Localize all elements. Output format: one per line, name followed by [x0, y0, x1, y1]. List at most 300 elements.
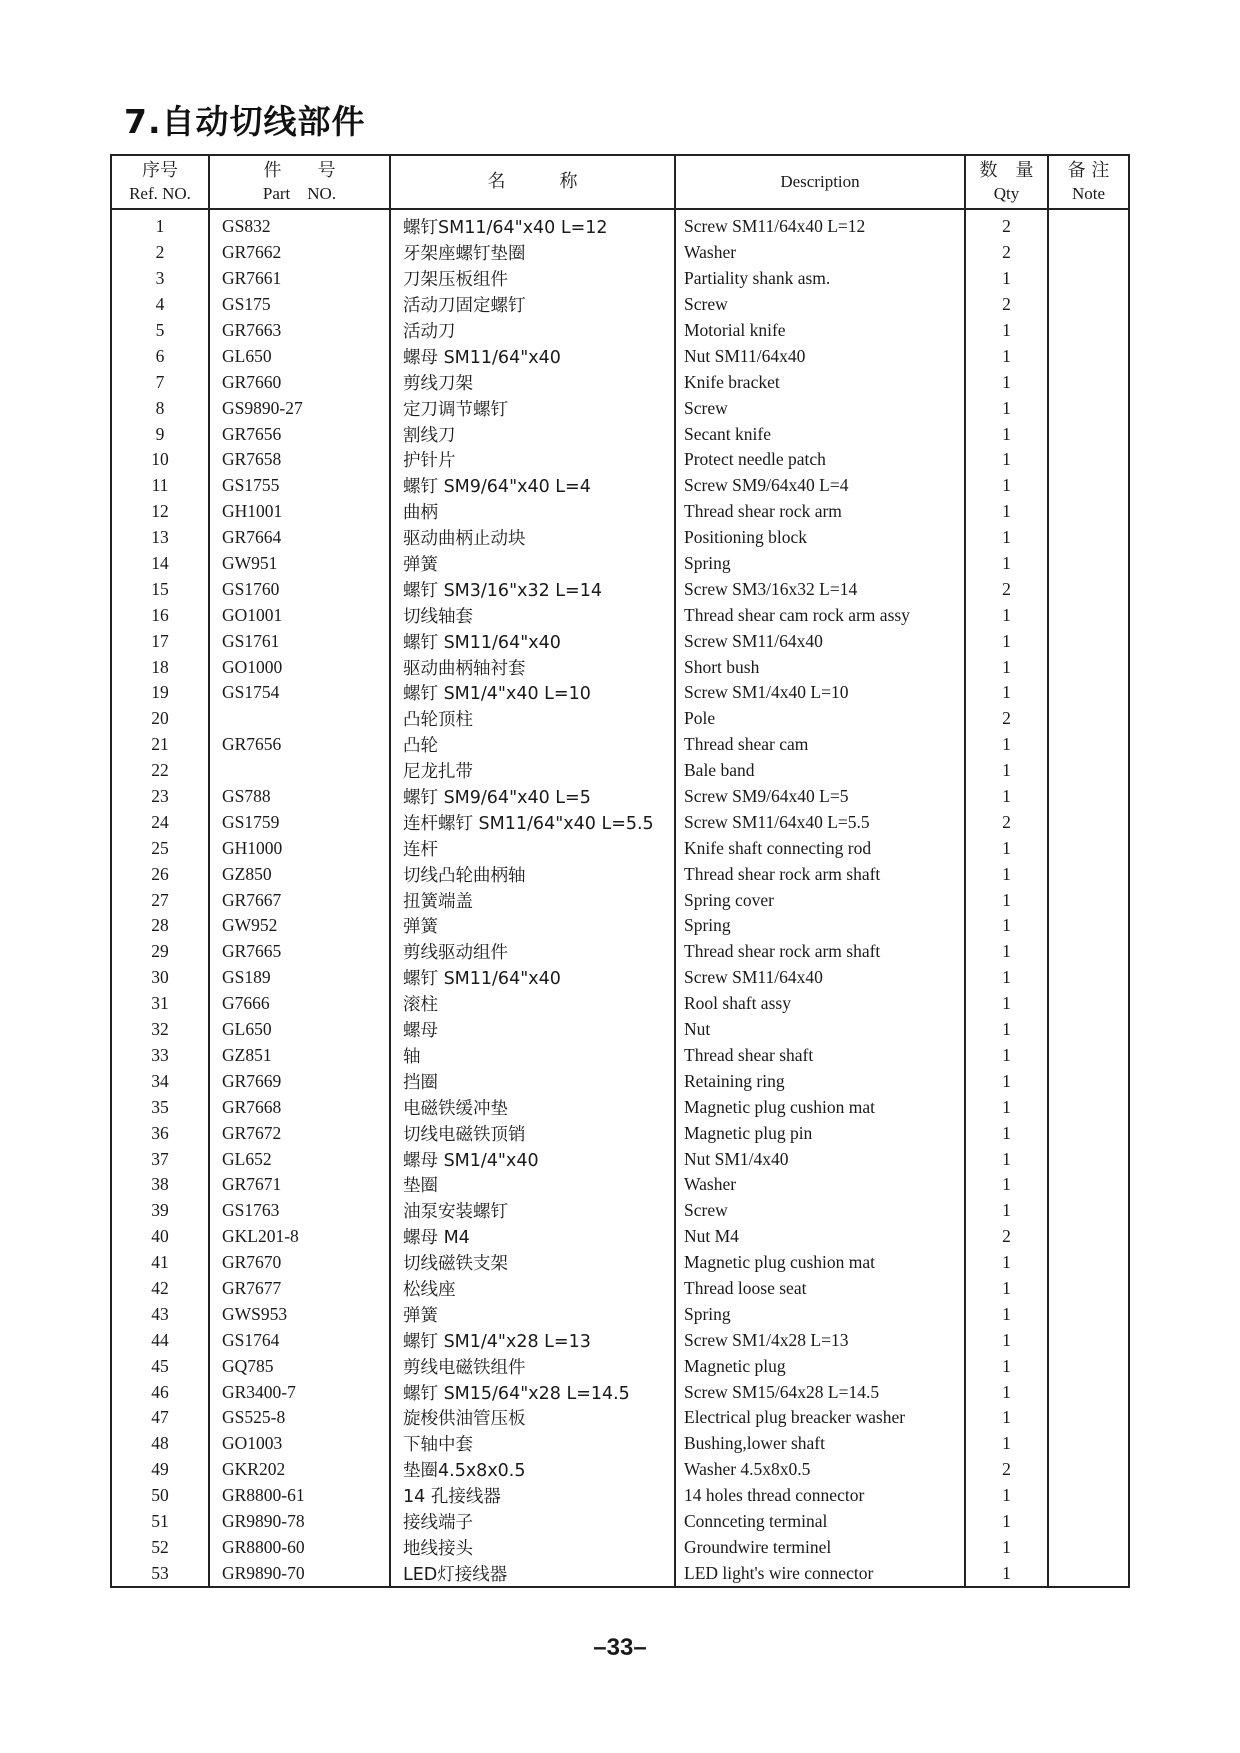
qty-cell: 1 — [965, 1560, 1048, 1587]
part-number-cell: GR7672 — [209, 1120, 390, 1146]
description-cell: Retaining ring — [675, 1068, 965, 1094]
table-row — [111, 887, 1129, 913]
part-number-cell: GKL201-8 — [209, 1224, 390, 1250]
part-number-cell: GS525-8 — [209, 1405, 390, 1431]
qty-cell: 1 — [965, 395, 1048, 421]
description-cell: Spring — [675, 551, 965, 577]
description-cell: Screw SM11/64x40 — [675, 965, 965, 991]
table-row — [111, 421, 1129, 447]
qty-cell: 1 — [965, 1405, 1048, 1431]
name-cell: 14 孔接线器 — [390, 1483, 675, 1509]
note-cell — [1048, 1120, 1129, 1146]
name-cell: 扭簧端盖 — [390, 887, 675, 913]
table-header-row — [111, 155, 1129, 209]
part-number-cell: GL650 — [209, 1017, 390, 1043]
description-cell: Spring — [675, 1301, 965, 1327]
note-cell — [1048, 965, 1129, 991]
description-cell: Screw — [675, 395, 965, 421]
qty-cell: 1 — [965, 991, 1048, 1017]
note-cell — [1048, 1250, 1129, 1276]
note-cell — [1048, 447, 1129, 473]
table-row — [111, 1224, 1129, 1250]
table-row — [111, 939, 1129, 965]
part-number-cell: GR7663 — [209, 318, 390, 344]
name-cell: 弹簧 — [390, 913, 675, 939]
qty-cell: 2 — [965, 209, 1048, 240]
ref-cell: 16 — [111, 602, 209, 628]
part-number-cell: GZ851 — [209, 1043, 390, 1069]
note-cell — [1048, 1483, 1129, 1509]
description-cell: Thread shear shaft — [675, 1043, 965, 1069]
description-cell: Nut SM11/64x40 — [675, 343, 965, 369]
part-number-cell: GS189 — [209, 965, 390, 991]
name-cell: 连杆螺钉 SM11/64"x40 L=5.5 — [390, 809, 675, 835]
note-cell — [1048, 551, 1129, 577]
ref-cell: 27 — [111, 887, 209, 913]
name-cell: 螺钉 SM3/16"x32 L=14 — [390, 576, 675, 602]
name-cell: 切线轴套 — [390, 602, 675, 628]
note-cell — [1048, 628, 1129, 654]
qty-cell: 1 — [965, 369, 1048, 395]
part-number-cell: GWS953 — [209, 1301, 390, 1327]
description-cell: 14 holes thread connector — [675, 1483, 965, 1509]
part-number-cell: GR8800-61 — [209, 1483, 390, 1509]
part-number-cell — [209, 706, 390, 732]
part-number-cell: GKR202 — [209, 1457, 390, 1483]
table-row — [111, 1250, 1129, 1276]
table-row — [111, 680, 1129, 706]
qty-cell: 1 — [965, 551, 1048, 577]
note-cell — [1048, 1172, 1129, 1198]
name-cell: 电磁铁缓冲垫 — [390, 1094, 675, 1120]
ref-cell: 23 — [111, 784, 209, 810]
name-cell: 割线刀 — [390, 421, 675, 447]
note-cell — [1048, 1353, 1129, 1379]
description-cell: Electrical plug breacker washer — [675, 1405, 965, 1431]
part-number-cell: GR7661 — [209, 266, 390, 292]
table-row — [111, 1560, 1129, 1587]
part-number-cell: GS1754 — [209, 680, 390, 706]
ref-cell: 46 — [111, 1379, 209, 1405]
qty-cell: 1 — [965, 1043, 1048, 1069]
header-part-no — [209, 155, 390, 209]
name-cell: 凸轮 — [390, 732, 675, 758]
table-row — [111, 576, 1129, 602]
description-cell: Screw — [675, 292, 965, 318]
table-row — [111, 499, 1129, 525]
ref-cell: 2 — [111, 240, 209, 266]
header-description-en: Description — [780, 172, 860, 192]
table-row — [111, 1017, 1129, 1043]
qty-cell: 1 — [965, 861, 1048, 887]
table-row — [111, 1353, 1129, 1379]
description-cell: Positioning block — [675, 525, 965, 551]
ref-cell: 31 — [111, 991, 209, 1017]
qty-cell: 1 — [965, 1431, 1048, 1457]
name-cell: 剪线电磁铁组件 — [390, 1353, 675, 1379]
note-cell — [1048, 1224, 1129, 1250]
description-cell: Knife bracket — [675, 369, 965, 395]
ref-cell: 15 — [111, 576, 209, 602]
part-number-cell: GS1764 — [209, 1327, 390, 1353]
table-row — [111, 395, 1129, 421]
name-cell: 剪线刀架 — [390, 369, 675, 395]
ref-cell: 43 — [111, 1301, 209, 1327]
qty-cell: 1 — [965, 965, 1048, 991]
part-number-cell: GS1755 — [209, 473, 390, 499]
ref-cell: 40 — [111, 1224, 209, 1250]
part-number-cell: GR7668 — [209, 1094, 390, 1120]
header-qty-en: Qty — [993, 183, 1020, 203]
note-cell — [1048, 1068, 1129, 1094]
part-number-cell — [209, 758, 390, 784]
qty-cell: 1 — [965, 525, 1048, 551]
description-cell: Screw SM11/64x40 — [675, 628, 965, 654]
description-cell: Short bush — [675, 654, 965, 680]
table-row — [111, 1043, 1129, 1069]
ref-cell: 11 — [111, 473, 209, 499]
part-number-cell: GQ785 — [209, 1353, 390, 1379]
name-cell: 垫圈 — [390, 1172, 675, 1198]
parts-table-body — [111, 209, 1129, 1587]
note-cell — [1048, 1327, 1129, 1353]
note-cell — [1048, 343, 1129, 369]
part-number-cell: GS832 — [209, 209, 390, 240]
part-number-cell: GR7670 — [209, 1250, 390, 1276]
ref-cell: 41 — [111, 1250, 209, 1276]
note-cell — [1048, 1301, 1129, 1327]
name-cell: 滚柱 — [390, 991, 675, 1017]
part-number-cell: GR7662 — [209, 240, 390, 266]
table-row — [111, 784, 1129, 810]
table-row — [111, 628, 1129, 654]
part-number-cell: GR9890-70 — [209, 1560, 390, 1587]
part-number-cell: GS788 — [209, 784, 390, 810]
part-number-cell: GR7656 — [209, 732, 390, 758]
part-number-cell: GS1759 — [209, 809, 390, 835]
qty-cell: 1 — [965, 1198, 1048, 1224]
qty-cell: 2 — [965, 706, 1048, 732]
header-ref-en: Ref. NO. — [129, 183, 191, 203]
part-number-cell: GW951 — [209, 551, 390, 577]
table-row — [111, 1379, 1129, 1405]
qty-cell: 1 — [965, 1068, 1048, 1094]
part-number-cell: GH1001 — [209, 499, 390, 525]
ref-cell: 9 — [111, 421, 209, 447]
note-cell — [1048, 266, 1129, 292]
name-cell: 切线凸轮曲柄轴 — [390, 861, 675, 887]
note-cell — [1048, 602, 1129, 628]
page-number: –33– — [593, 1634, 647, 1661]
part-number-cell: GH1000 — [209, 835, 390, 861]
name-cell: 松线座 — [390, 1276, 675, 1302]
description-cell: Magnetic plug cushion mat — [675, 1094, 965, 1120]
qty-cell: 1 — [965, 887, 1048, 913]
note-cell — [1048, 473, 1129, 499]
qty-cell: 1 — [965, 1353, 1048, 1379]
description-cell: Nut SM1/4x40 — [675, 1146, 965, 1172]
description-cell: Thread shear rock arm shaft — [675, 861, 965, 887]
section-title: 7.自动切线部件 — [124, 102, 366, 141]
qty-cell: 1 — [965, 266, 1048, 292]
description-cell: Spring cover — [675, 887, 965, 913]
note-cell — [1048, 1379, 1129, 1405]
description-cell: Screw SM11/64x40 L=12 — [675, 209, 965, 240]
ref-cell: 21 — [111, 732, 209, 758]
name-cell: 地线接头 — [390, 1534, 675, 1560]
description-cell: Screw SM3/16x32 L=14 — [675, 576, 965, 602]
note-cell — [1048, 758, 1129, 784]
name-cell: 下轴中套 — [390, 1431, 675, 1457]
name-cell: 螺母 SM11/64"x40 — [390, 343, 675, 369]
name-cell: 螺母 SM1/4"x40 — [390, 1146, 675, 1172]
name-cell: 螺钉 SM1/4"x28 L=13 — [390, 1327, 675, 1353]
ref-cell: 8 — [111, 395, 209, 421]
ref-cell: 18 — [111, 654, 209, 680]
note-cell — [1048, 1534, 1129, 1560]
ref-cell: 3 — [111, 266, 209, 292]
part-number-cell: GS1760 — [209, 576, 390, 602]
description-cell: Thread shear rock arm shaft — [675, 939, 965, 965]
ref-cell: 28 — [111, 913, 209, 939]
description-cell: Nut M4 — [675, 1224, 965, 1250]
header-description — [675, 155, 965, 209]
table-row — [111, 758, 1129, 784]
ref-cell: 33 — [111, 1043, 209, 1069]
header-note — [1048, 155, 1129, 209]
ref-cell: 34 — [111, 1068, 209, 1094]
ref-cell: 17 — [111, 628, 209, 654]
ref-cell: 7 — [111, 369, 209, 395]
description-cell: Motorial knife — [675, 318, 965, 344]
name-cell: 油泵安装螺钉 — [390, 1198, 675, 1224]
header-part-en: Part NO. — [262, 183, 337, 203]
qty-cell: 1 — [965, 1509, 1048, 1535]
name-cell: 螺钉 SM1/4"x40 L=10 — [390, 680, 675, 706]
note-cell — [1048, 369, 1129, 395]
name-cell: 凸轮顶柱 — [390, 706, 675, 732]
table-row — [111, 835, 1129, 861]
name-cell: 螺钉 SM9/64"x40 L=4 — [390, 473, 675, 499]
note-cell — [1048, 1405, 1129, 1431]
ref-cell: 52 — [111, 1534, 209, 1560]
ref-cell: 38 — [111, 1172, 209, 1198]
name-cell: 驱动曲柄止动块 — [390, 525, 675, 551]
name-cell: 刀架压板组件 — [390, 266, 675, 292]
part-number-cell: GR7660 — [209, 369, 390, 395]
note-cell — [1048, 939, 1129, 965]
header-name — [390, 155, 675, 209]
name-cell: 弹簧 — [390, 1301, 675, 1327]
table-row — [111, 447, 1129, 473]
qty-cell: 1 — [965, 1017, 1048, 1043]
qty-cell: 1 — [965, 447, 1048, 473]
qty-cell: 1 — [965, 1327, 1048, 1353]
table-row — [111, 965, 1129, 991]
note-cell — [1048, 1043, 1129, 1069]
description-cell: Groundwire terminel — [675, 1534, 965, 1560]
description-cell: Bushing,lower shaft — [675, 1431, 965, 1457]
note-cell — [1048, 991, 1129, 1017]
description-cell: Nut — [675, 1017, 965, 1043]
note-cell — [1048, 887, 1129, 913]
header-note-en: Note — [1071, 183, 1106, 203]
table-row — [111, 551, 1129, 577]
name-cell: 螺钉 SM11/64"x40 — [390, 628, 675, 654]
header-name-zh: 名 称 — [487, 170, 578, 192]
table-row — [111, 913, 1129, 939]
note-cell — [1048, 861, 1129, 887]
name-cell: 螺钉 SM9/64"x40 L=5 — [390, 784, 675, 810]
ref-cell: 36 — [111, 1120, 209, 1146]
name-cell: 轴 — [390, 1043, 675, 1069]
part-number-cell: GO1003 — [209, 1431, 390, 1457]
part-number-cell: GW952 — [209, 913, 390, 939]
ref-cell: 30 — [111, 965, 209, 991]
description-cell: Connceting terminal — [675, 1509, 965, 1535]
header-note-zh: 备 注 — [1067, 160, 1110, 182]
table-row — [111, 1327, 1129, 1353]
qty-cell: 1 — [965, 318, 1048, 344]
ref-cell: 13 — [111, 525, 209, 551]
description-cell: Bale band — [675, 758, 965, 784]
ref-cell: 50 — [111, 1483, 209, 1509]
note-cell — [1048, 209, 1129, 240]
part-number-cell: GR7665 — [209, 939, 390, 965]
note-cell — [1048, 292, 1129, 318]
qty-cell: 1 — [965, 835, 1048, 861]
note-cell — [1048, 1457, 1129, 1483]
name-cell: 曲柄 — [390, 499, 675, 525]
description-cell: Spring — [675, 913, 965, 939]
table-row — [111, 266, 1129, 292]
description-cell: Thread shear cam — [675, 732, 965, 758]
qty-cell: 1 — [965, 1301, 1048, 1327]
description-cell: Washer — [675, 240, 965, 266]
name-cell: 活动刀 — [390, 318, 675, 344]
description-cell: Knife shaft connecting rod — [675, 835, 965, 861]
ref-cell: 45 — [111, 1353, 209, 1379]
header-qty-zh: 数 量 — [979, 160, 1034, 182]
part-number-cell: GZ850 — [209, 861, 390, 887]
note-cell — [1048, 499, 1129, 525]
ref-cell: 4 — [111, 292, 209, 318]
ref-cell: 1 — [111, 209, 209, 240]
table-row — [111, 1094, 1129, 1120]
table-row — [111, 706, 1129, 732]
note-cell — [1048, 318, 1129, 344]
table-row — [111, 991, 1129, 1017]
name-cell: 弹簧 — [390, 551, 675, 577]
table-row — [111, 1483, 1129, 1509]
note-cell — [1048, 1146, 1129, 1172]
description-cell: Screw SM9/64x40 L=4 — [675, 473, 965, 499]
part-number-cell: GR7664 — [209, 525, 390, 551]
table-row — [111, 1120, 1129, 1146]
qty-cell: 1 — [965, 1250, 1048, 1276]
description-cell: Screw SM11/64x40 L=5.5 — [675, 809, 965, 835]
name-cell: 切线磁铁支架 — [390, 1250, 675, 1276]
part-number-cell: GS9890-27 — [209, 395, 390, 421]
table-row — [111, 292, 1129, 318]
header-part-zh: 件 号 — [263, 160, 336, 182]
description-cell: Screw SM1/4x28 L=13 — [675, 1327, 965, 1353]
note-cell — [1048, 680, 1129, 706]
name-cell: 垫圈4.5x8x0.5 — [390, 1457, 675, 1483]
part-number-cell: GO1001 — [209, 602, 390, 628]
table-row — [111, 1509, 1129, 1535]
description-cell: LED light's wire connector — [675, 1560, 965, 1587]
name-cell: 挡圈 — [390, 1068, 675, 1094]
qty-cell: 1 — [965, 758, 1048, 784]
qty-cell: 1 — [965, 499, 1048, 525]
ref-cell: 51 — [111, 1509, 209, 1535]
part-number-cell: GR7677 — [209, 1276, 390, 1302]
part-number-cell: G7666 — [209, 991, 390, 1017]
table-row — [111, 1172, 1129, 1198]
qty-cell: 1 — [965, 732, 1048, 758]
name-cell: 剪线驱动组件 — [390, 939, 675, 965]
qty-cell: 1 — [965, 1120, 1048, 1146]
note-cell — [1048, 706, 1129, 732]
qty-cell: 1 — [965, 1379, 1048, 1405]
description-cell: Thread loose seat — [675, 1276, 965, 1302]
ref-cell: 19 — [111, 680, 209, 706]
ref-cell: 29 — [111, 939, 209, 965]
table-row — [111, 1068, 1129, 1094]
part-number-cell: GR7669 — [209, 1068, 390, 1094]
qty-cell: 1 — [965, 1534, 1048, 1560]
qty-cell: 2 — [965, 1224, 1048, 1250]
table-row — [111, 1146, 1129, 1172]
part-number-cell: GS1761 — [209, 628, 390, 654]
description-cell: Thread shear rock arm — [675, 499, 965, 525]
name-cell: 切线电磁铁顶销 — [390, 1120, 675, 1146]
note-cell — [1048, 784, 1129, 810]
ref-cell: 14 — [111, 551, 209, 577]
description-cell: Screw SM9/64x40 L=5 — [675, 784, 965, 810]
table-row — [111, 1301, 1129, 1327]
ref-cell: 32 — [111, 1017, 209, 1043]
qty-cell: 2 — [965, 240, 1048, 266]
qty-cell: 1 — [965, 1146, 1048, 1172]
note-cell — [1048, 395, 1129, 421]
ref-cell: 44 — [111, 1327, 209, 1353]
description-cell: Protect needle patch — [675, 447, 965, 473]
name-cell: LED灯接线器 — [390, 1560, 675, 1587]
name-cell: 连杆 — [390, 835, 675, 861]
ref-cell: 48 — [111, 1431, 209, 1457]
header-ref-zh: 序号 — [142, 160, 178, 182]
ref-cell: 22 — [111, 758, 209, 784]
ref-cell: 47 — [111, 1405, 209, 1431]
table-row — [111, 602, 1129, 628]
ref-cell: 24 — [111, 809, 209, 835]
part-number-cell: GL650 — [209, 343, 390, 369]
description-cell: Magnetic plug — [675, 1353, 965, 1379]
qty-cell: 1 — [965, 1094, 1048, 1120]
description-cell: Pole — [675, 706, 965, 732]
part-number-cell: GR7656 — [209, 421, 390, 447]
description-cell: Screw SM15/64x28 L=14.5 — [675, 1379, 965, 1405]
part-number-cell: GO1000 — [209, 654, 390, 680]
name-cell: 护针片 — [390, 447, 675, 473]
name-cell: 螺母 — [390, 1017, 675, 1043]
description-cell: Magnetic plug cushion mat — [675, 1250, 965, 1276]
note-cell — [1048, 240, 1129, 266]
table-row — [111, 1198, 1129, 1224]
qty-cell: 1 — [965, 421, 1048, 447]
